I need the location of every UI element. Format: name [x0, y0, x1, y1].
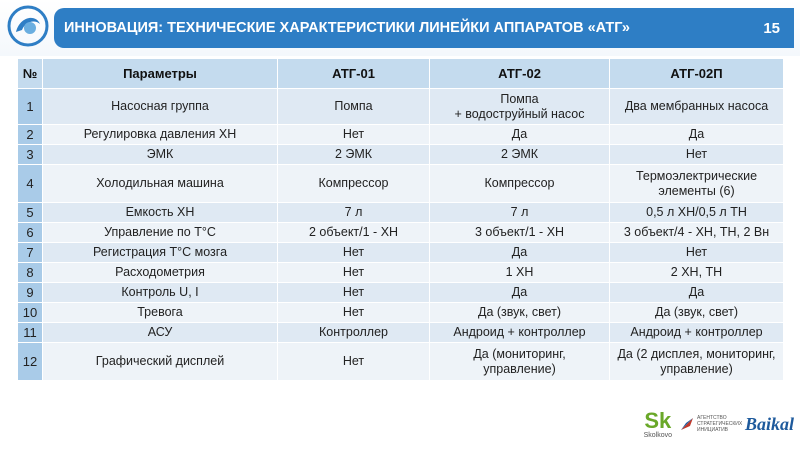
skolkovo-mark: Sk: [644, 407, 672, 433]
parameter-cell: Регистрация T°C мозга: [43, 243, 278, 263]
atg02-cell: Андроид + контроллер: [430, 323, 610, 343]
atg02p-cell: Да: [610, 125, 784, 145]
row-number: 7: [18, 243, 43, 263]
column-header-params: Параметры: [43, 59, 278, 89]
atg02-cell: Помпа + водоструйный насос: [430, 89, 610, 125]
atg01-cell: Нет: [278, 283, 430, 303]
row-number: 4: [18, 165, 43, 203]
slide-header: [0, 0, 800, 56]
parameter-cell: Управление по T°C: [43, 223, 278, 243]
row-number: 11: [18, 323, 43, 343]
column-header-number: №: [18, 59, 43, 89]
atg01-cell: Контроллер: [278, 323, 430, 343]
atg01-cell: Помпа: [278, 89, 430, 125]
parameter-cell: АСУ: [43, 323, 278, 343]
column-header-atg01: АТГ-01: [278, 59, 430, 89]
row-number: 8: [18, 263, 43, 283]
atg02-cell: Компрессор: [430, 165, 610, 203]
row-number: 3: [18, 145, 43, 165]
row-number: 9: [18, 283, 43, 303]
atg02p-cell: Да: [610, 283, 784, 303]
atg01-cell: Нет: [278, 125, 430, 145]
table-row: [18, 125, 784, 145]
atg02p-cell: Термоэлектрические элементы (6): [610, 165, 784, 203]
table-row: [18, 203, 784, 223]
skolkovo-wordmark: Skolkovo: [643, 431, 672, 439]
page-number: 15: [763, 19, 780, 37]
atg02-cell: Да: [430, 283, 610, 303]
parameter-cell: Холодильная машина: [43, 165, 278, 203]
row-number: 10: [18, 303, 43, 323]
specs-table-container: [17, 58, 783, 381]
parameter-cell: Емкость ХН: [43, 203, 278, 223]
table-row: [18, 303, 784, 323]
atg02-cell: Да: [430, 243, 610, 263]
asi-logo: [680, 415, 743, 433]
atg02-cell: 2 ЭМК: [430, 145, 610, 165]
atg02p-cell: 2 ХН, ТН: [610, 263, 784, 283]
parameter-cell: Тревога: [43, 303, 278, 323]
atg02-cell: Да (звук, свет): [430, 303, 610, 323]
atg01-cell: Нет: [278, 303, 430, 323]
page-title: ИННОВАЦИЯ: ТЕХНИЧЕСКИЕ ХАРАКТЕРИСТИКИ ЛИНЕЙКИ АППАРАТОВ «АТГ»: [64, 20, 630, 36]
atg01-cell: 7 л: [278, 203, 430, 223]
atg01-cell: 2 объект/1 - ХН: [278, 223, 430, 243]
atg01-cell: Нет: [278, 343, 430, 381]
parameter-cell: Расходометрия: [43, 263, 278, 283]
atg02-cell: 1 ХН: [430, 263, 610, 283]
organization-logo: [6, 4, 50, 48]
parameter-cell: Графический дисплей: [43, 343, 278, 381]
atg02-cell: 7 л: [430, 203, 610, 223]
baikal-logo: Baikal: [744, 413, 794, 434]
table-row: [18, 283, 784, 303]
table-row: [18, 223, 784, 243]
table-row: [18, 263, 784, 283]
atg01-cell: Компрессор: [278, 165, 430, 203]
skolkovo-logo: [643, 407, 672, 439]
parameter-cell: Насосная группа: [43, 89, 278, 125]
atg02p-cell: 0,5 л ХН/0,5 л ТН: [610, 203, 784, 223]
table-row: [18, 165, 784, 203]
table-row: [18, 343, 784, 381]
atg02p-cell: Нет: [610, 243, 784, 263]
atg02p-cell: Да (2 дисплея, мониторинг, управление): [610, 343, 784, 381]
column-header-atg02: АТГ-02: [430, 59, 610, 89]
parameter-cell: ЭМК: [43, 145, 278, 165]
atg02-cell: 3 объект/1 - ХН: [430, 223, 610, 243]
table-row: [18, 145, 784, 165]
row-number: 6: [18, 223, 43, 243]
atg02p-cell: 3 объект/4 - ХН, ТН, 2 Вн: [610, 223, 784, 243]
table-row: [18, 243, 784, 263]
atg02-cell: Да: [430, 125, 610, 145]
row-number: 5: [18, 203, 43, 223]
column-header-atg02p: АТГ-02П: [610, 59, 784, 89]
table-header-row: [18, 59, 784, 89]
title-bar: [54, 8, 794, 48]
atg02p-cell: Два мембранных насоса: [610, 89, 784, 125]
atg01-cell: Нет: [278, 263, 430, 283]
row-number: 1: [18, 89, 43, 125]
partner-logos: [644, 404, 794, 444]
parameter-cell: Контроль U, I: [43, 283, 278, 303]
table-row: [18, 89, 784, 125]
atg02p-cell: Да (звук, свет): [610, 303, 784, 323]
atg01-cell: 2 ЭМК: [278, 145, 430, 165]
atg02-cell: Да (мониторинг, управление): [430, 343, 610, 381]
parameter-cell: Регулировка давления ХН: [43, 125, 278, 145]
asi-text: АГЕНТСТВО СТРАТЕГИЧЕСКИХ ИНИЦИАТИВ: [696, 415, 743, 433]
asi-arrow-icon: [680, 417, 694, 431]
row-number: 12: [18, 343, 43, 381]
row-number: 2: [18, 125, 43, 145]
atg01-cell: Нет: [278, 243, 430, 263]
atg02p-cell: Нет: [610, 145, 784, 165]
atg02p-cell: Андроид + контроллер: [610, 323, 784, 343]
table-row: [18, 323, 784, 343]
specs-table: [17, 58, 784, 381]
